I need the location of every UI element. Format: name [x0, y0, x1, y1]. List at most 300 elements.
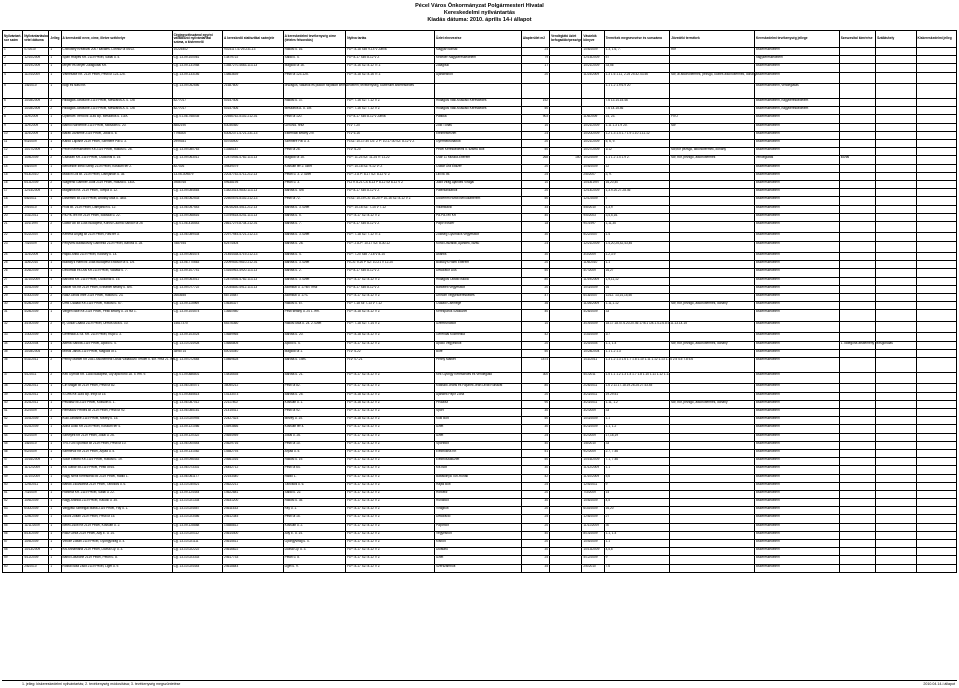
table-cell [876, 384, 916, 392]
table-cell [916, 400, 957, 408]
table-cell: 4/8/2009 [23, 164, 49, 172]
column-header: Alapterület m2 [521, 31, 549, 48]
table-cell [550, 123, 582, 131]
table-cell: 10/13/2009 [23, 548, 49, 556]
table-cell [839, 189, 875, 197]
table-cell [839, 372, 875, 384]
table-cell: Bárkeleti Vegyesbolt [435, 285, 522, 293]
table-cell: kiskereskedelem [755, 233, 840, 241]
table-cell: Kossuth u. 1. [283, 400, 346, 408]
table-cell: 2 [49, 99, 61, 107]
table-cell: Solar Elektro Kft 2119 Pécel, Rákosi u. 19. [61, 458, 172, 466]
table-cell: 9/3/2009 [23, 140, 49, 148]
table-cell: kiskereskedelem [755, 515, 840, 523]
table-body [3, 48, 957, 573]
table-cell [839, 400, 875, 408]
table-cell: Divatáru [435, 548, 522, 556]
table-cell: 22427423 [223, 417, 284, 425]
table-cell: 11/10/2009 [23, 277, 49, 285]
table-cell: 34 [3, 341, 23, 349]
table-cell: Kelleder Nagykereskedelem [435, 56, 522, 64]
column-header: Nyilvántartásba vétel dátuma [23, 31, 49, 48]
table-cell: 60 [3, 564, 23, 572]
table-cell [550, 349, 582, 357]
table-cell [550, 56, 582, 64]
table-cell [670, 466, 755, 474]
table-cell: 33,56 [604, 64, 670, 72]
table-cell [550, 221, 582, 233]
table-cell: H-P: 8-17 SZ: 8-12 V Z [346, 441, 435, 449]
table-cell: 1 [49, 400, 61, 408]
column-header: A kereskedő statisztikai számjele [223, 31, 284, 48]
table-cell: 1 [49, 523, 61, 531]
table-cell: 4/1/2011 [582, 372, 604, 384]
table-cell: Horkeliz Kft. 2119 Pécel, Sallai u. 22. [61, 490, 172, 498]
table-row [3, 523, 957, 531]
table-cell: 2/9/2010 [23, 205, 49, 213]
table-cell: Baross u. 21. [283, 372, 346, 384]
table-cell [670, 507, 755, 515]
table-cell [876, 564, 916, 572]
table-cell [916, 392, 957, 400]
table-cell: Cg. 13-06-089434 [172, 233, 222, 241]
table-cell: Cg. 13-06-061177 [172, 474, 222, 482]
table-cell: 31 [3, 310, 23, 322]
table-cell: 44 [3, 433, 23, 441]
table-cell: Dekoratőr Dus [435, 269, 522, 277]
table-cell [916, 285, 957, 293]
table-cell: 63036460 [223, 123, 284, 131]
title-line-3: Kiadás dátuma: 2010. április 14-i állapot [427, 17, 532, 23]
table-cell: Baráti Józsefné 2119 Pécel, Jókai u. 6. [61, 131, 172, 139]
table-cell: 5, 6, 9. [604, 140, 670, 148]
table-cell [550, 84, 582, 99]
table-cell: 6 [3, 99, 23, 107]
table-cell: kiskereskedelem [755, 115, 840, 123]
table-cell [876, 48, 916, 56]
table-cell: Cg. 13-09-131082 [172, 449, 222, 457]
table-cell: 300 [521, 372, 549, 384]
table-cell: Baross u. 7. [283, 221, 346, 233]
table-cell [839, 213, 875, 221]
table-row [3, 409, 957, 417]
table-cell [876, 285, 916, 293]
table-cell [876, 140, 916, 148]
table-cell: 1 [49, 531, 61, 539]
table-cell: 4/28/2009 [23, 310, 49, 322]
column-header: Cégjegyzékszáma/ egyéni vállalkozói nyilvántartási száma, a kistermelő [172, 31, 222, 48]
table-cell: Ápolló u. 4. [283, 341, 346, 349]
table-row [3, 433, 957, 441]
table-cell: 1 [49, 441, 61, 449]
table-cell: 1.1 1.2 1.4 1.9 2. [604, 156, 670, 164]
table-cell: Ady E. u. 14. [283, 531, 346, 539]
table-cell: 1 [49, 205, 61, 213]
table-cell: 24 [521, 131, 549, 139]
table-cell: 11/9/2009 [23, 123, 49, 131]
table-cell [916, 548, 957, 556]
table-cell: H-P: 8-17 SZ: 8-12 V Z [346, 482, 435, 490]
table-cell: 1/8/2010 [582, 441, 604, 449]
table-cell: kiskereskedelem [755, 294, 840, 302]
table-cell [839, 302, 875, 310]
table-cell: Penny Market Kft 2351 Alsónémedi Ócsai Vállalkozó Terület 5. sor. Hrsz 21. em. [61, 357, 172, 372]
table-cell [550, 523, 582, 531]
table-cell: 1.3 1.6 1.11, 2.25 25.42.43.46 [604, 72, 670, 84]
table-cell [550, 425, 582, 433]
table-cell [916, 540, 957, 548]
table-cell: Altena Sarolta 2119 Pécel, Apolló u. 4. [61, 341, 172, 349]
table-row [3, 213, 957, 221]
table-cell [670, 433, 755, 441]
table-row [3, 84, 957, 99]
table-cell: 40 [521, 441, 549, 449]
table-cell: Kossuth tér 4. [283, 425, 346, 433]
table-cell [876, 310, 916, 322]
table-row [3, 164, 957, 172]
table-cell: Baross u. 28. [283, 241, 346, 253]
table-cell: kiskereskedelem [755, 425, 840, 433]
table-cell: Rákosi u. 37. [283, 99, 346, 107]
table-cell: kiskereskedelem [755, 372, 840, 384]
table-cell [550, 564, 582, 572]
table-cell: 9/5/2003 [582, 213, 604, 221]
table-cell [839, 310, 875, 322]
table-cell: 11 [3, 140, 23, 148]
table-cell [916, 441, 957, 449]
table-cell: 25 [521, 172, 549, 180]
table-cell: Hernadov Pentés Bt 2119 Pécel, Pesti út 92. [61, 409, 172, 417]
table-cell [550, 392, 582, 400]
page-footer [2, 680, 957, 686]
table-cell [916, 433, 957, 441]
table-cell: Üzlet [435, 425, 522, 433]
table-cell: H-P: Z A-P: 10-17 SZ: 8-30-12 [346, 241, 435, 253]
table-cell: 39839079 [223, 164, 284, 172]
table-cell: 10/3/2009 [23, 285, 49, 293]
table-cell: 3/19/2009 [23, 321, 49, 333]
table-cell: 1 [49, 341, 61, 349]
table-cell: 4/7/2009 [582, 269, 604, 277]
table-cell: Cg. 13-06-062533 [172, 197, 222, 205]
table-cell: Baross u. 3. üzlet [283, 205, 346, 213]
table-cell [876, 392, 916, 400]
table-cell: 4/2/2009 [582, 433, 604, 441]
table-cell: 18 [3, 197, 23, 205]
table-cell: 4/28/2009 [582, 310, 604, 322]
table-cell: H-P: 8-18 SZ: 8-12 V Z [346, 400, 435, 408]
table-cell [916, 523, 957, 531]
table-cell [876, 466, 916, 474]
table-cell: Villamkácsi [435, 205, 522, 213]
table-cell: 90 [521, 400, 549, 408]
table-cell: 48 [3, 466, 23, 474]
table-cell: 16 [604, 285, 670, 293]
table-cell: 65376360 [223, 321, 284, 333]
table-cell: sör,bor pezsgő, alkoholtermék, dohány [670, 148, 755, 156]
table-cell: 7887934 [172, 241, 222, 253]
table-cell [839, 409, 875, 417]
table-cell: 6/18/2007 [582, 294, 604, 302]
table-cell [916, 213, 957, 221]
table-cell [876, 531, 916, 539]
table-cell: Baross u. 4. [283, 253, 346, 261]
table-cell: 40 [521, 310, 549, 322]
table-cell: köztal [839, 156, 875, 164]
table-cell: H-P: 8-17 SZ: 8-12 V Z [346, 564, 435, 572]
table-cell: 38 [3, 384, 23, 392]
table-cell: 57 [3, 540, 23, 548]
table-cell: 16,27 [604, 269, 670, 277]
table-cell: 11/4/2009 [23, 253, 49, 261]
table-cell: 10/1/1997 [23, 221, 49, 233]
table-cell: kiskereskedelem, vendéglátás [755, 84, 840, 99]
table-cell: Szűcs Zoltán 2119 Pécel, Pesti út 15. [61, 515, 172, 523]
column-header: Termékek megnevezése és sorszáma [604, 31, 670, 48]
table-cell: 4,5,6 [604, 548, 670, 556]
table-cell: 12874936-4782-113-13 [223, 277, 284, 285]
table-cell: 9 [604, 482, 670, 490]
table-cell: Baross u. 3. üzlet [283, 277, 346, 285]
table-cell: 22037752-4711-212-13 [223, 172, 284, 180]
table-cell: 50706900 [223, 140, 284, 148]
table-cell [876, 400, 916, 408]
table-cell [839, 433, 875, 441]
table-cell: 21464438-4719-212-13 [223, 253, 284, 261]
table-cell: 1 [49, 474, 61, 482]
table-cell [916, 164, 957, 172]
table-cell: 1 [49, 425, 61, 433]
table-cell [550, 531, 582, 539]
table-cell [670, 107, 755, 115]
table-cell: Üzlet [435, 433, 522, 441]
table-row [3, 180, 957, 188]
table-cell: Cg. 13-06-085161 [172, 409, 222, 417]
table-cell: H-P: 8-18 SZ: 8-12 V Z [346, 333, 435, 341]
table-cell: 28016264-4511-212-13 [223, 205, 284, 213]
table-cell [916, 341, 957, 349]
table-cell: 10/2/2009 [582, 156, 604, 164]
table-cell [916, 564, 957, 572]
table-cell [550, 384, 582, 392]
table-cell: 10/28/2009 [23, 107, 49, 115]
table-cell: 25 [3, 261, 23, 269]
table-cell: 1 [49, 515, 61, 523]
table-cell: 1 [49, 449, 61, 457]
table-cell: 12035830-4912-113-13 [223, 285, 284, 293]
table-cell: H-P: 8-16 SZ: 8-12 V: Z [346, 64, 435, 72]
table-cell: kiskereskedelem [755, 433, 840, 441]
table-cell: vendéglátás [755, 156, 840, 164]
table-cell: 10 [3, 131, 23, 139]
table-cell: H-P 8-17 Szo 8-12 V Z [346, 221, 435, 233]
table-cell [550, 548, 582, 556]
table-cell [550, 417, 582, 425]
table-cell: 59 [3, 556, 23, 564]
table-cell: 12/8/2009 [23, 515, 49, 523]
table-cell [435, 84, 522, 99]
table-row [3, 441, 957, 449]
table-cell: Penny Market [435, 357, 522, 372]
table-cell: 1 [49, 499, 61, 507]
table-cell: Papírbolt [435, 523, 522, 531]
table-cell [550, 180, 582, 188]
table-cell: 4/6/2011 [23, 197, 49, 205]
table-cell [916, 148, 957, 156]
table-cell: 1.11 1.3 1.9 20. [604, 123, 670, 131]
table-cell: 12/5/2011 [582, 482, 604, 490]
table-cell: H-P: 8-17 SZ: 8-12 V Z [346, 294, 435, 302]
table-cell [670, 197, 755, 205]
table-cell: 1,9,11,12 [604, 277, 670, 285]
table-cell: 1 [49, 482, 61, 490]
table-cell [916, 556, 957, 564]
table-cell: Cg. 13-09-121066 [172, 425, 222, 433]
table-cell: Patikka [435, 115, 522, 123]
table-cell: 3898714 [172, 349, 222, 357]
table-cell: 33 [604, 409, 670, 417]
table-cell [876, 213, 916, 221]
table-cell: Pa-Pa-Tex Kft [435, 213, 522, 221]
table-cell: 16,20,40 [604, 180, 670, 188]
table-cell: 10/20/2009 [582, 131, 604, 139]
table-cell: 24612345 [223, 515, 284, 523]
table-cell: Pesti út 82. [283, 384, 346, 392]
table-cell: Dzsemmi Bt 2119 Pécel, Ahossy utca u. 38/A [61, 197, 172, 205]
table-cell [839, 425, 875, 433]
table-cell: 21 [3, 221, 23, 233]
table-cell: kiskereskedelem [755, 499, 840, 507]
table-cell: 30 [521, 548, 549, 556]
table-cell: Filus Bt. 2119 Pécel, Damjanich u. 12. [61, 205, 172, 213]
table-cell: Sallai u. 4. [283, 56, 346, 64]
table-cell: Kis Bolt [435, 466, 522, 474]
table-cell: kiskereskedelem, nagykereskedelem [755, 107, 840, 115]
table-cell [876, 490, 916, 498]
table-cell [876, 123, 916, 131]
table-cell: 3 [3, 64, 23, 72]
table-cell: 1,3.9.20.27.28.46 [604, 189, 670, 197]
table-cell: H-P: 11-23 SZ: 11-24 V: 11-22 [346, 156, 435, 164]
table-cell: 1.6 2.11.17.18.19.26.25.27.43.45 [604, 384, 670, 392]
table-cell: 2 [49, 302, 61, 310]
table-cell: Álomkúti u. 17/B/7 hrsz [283, 285, 346, 293]
table-cell [916, 294, 957, 302]
table-cell: 3/2/2009 [23, 409, 49, 417]
table-cell: 14863639 [223, 72, 284, 84]
table-cell: 14636327 [223, 302, 284, 310]
table-row [3, 285, 957, 293]
table-cell: Barcleid Kft. 2119 Pécel, Csokonai u. 15. [61, 277, 172, 285]
table-cell: Fenyvesi Balaskovity Gabriella 2119 Pécel, Baross u. 28. [61, 241, 172, 253]
table-cell: 35 [521, 564, 549, 572]
table-cell: Hildaglos Járvaone 2119 Pécel, Mészáros A. u. 1/B [61, 107, 172, 115]
table-cell: 12/10/2009 [23, 56, 49, 64]
table-cell: kiskereskedelem [755, 474, 840, 482]
table-cell: Cg. 01-09-845614 [172, 392, 222, 400]
table-cell [550, 233, 582, 241]
table-cell: Pesti út 26. [283, 148, 346, 156]
table-cell: 30 [604, 523, 670, 531]
table-cell: 25 [521, 556, 549, 564]
title-line-1: Pécel Város Önkormányzat Polgármesteri Hivatal [415, 3, 544, 9]
table-row [3, 482, 957, 490]
table-cell: 10/27/2009 [23, 148, 49, 156]
table-cell: Ciri Magár Bt 2119 Pécel, Pesti út 82. [61, 384, 172, 392]
table-cell: H-V: 07-21 [346, 357, 435, 372]
table-cell: H-P: 8-17 SZ: 8-12 V Z [346, 548, 435, 556]
table-cell: 1 [49, 213, 61, 221]
table-cell [839, 241, 875, 253]
table-cell: kiskereskedelem, nagykereskedelem [755, 99, 840, 107]
table-cell: 1 [49, 189, 61, 197]
table-cell: 8277017 [172, 107, 222, 115]
table-cell: H-P: 8-18 Szo 9-14 V Zárva [346, 48, 435, 56]
table-row [3, 302, 957, 310]
table-cell: 7796300 [172, 131, 222, 139]
table-row [3, 449, 957, 457]
table-cell: Rákosi u. 19. [283, 458, 346, 466]
table-cell: H-P: 8-17 SZ: 8-12 V Z [346, 449, 435, 457]
table-cell [876, 515, 916, 523]
table-row [3, 277, 957, 285]
table-cell: 22 [3, 233, 23, 241]
table-cell: kiskereskedelem [755, 531, 840, 539]
table-cell [876, 417, 916, 425]
table-cell: Kék Gyrnoit Kft. 1188 Budapest, Öly apai fonó 18. II. em. 9. [61, 372, 172, 384]
table-cell [550, 294, 582, 302]
table-row [3, 515, 957, 523]
table-cell [839, 115, 875, 123]
table-row [3, 400, 957, 408]
table-cell: 50 [521, 349, 549, 357]
table-cell [839, 449, 875, 457]
table-cell: H-P: 8-17 SZ: 8-12 V Z [346, 372, 435, 384]
table-cell [876, 449, 916, 457]
table-cell: 20 [521, 507, 549, 515]
table-cell [876, 548, 916, 556]
table-cell: 10225402 [172, 48, 222, 56]
table-row [3, 233, 957, 241]
table-cell: 10/3/2009 [582, 417, 604, 425]
table-cell: 30 [521, 499, 549, 507]
table-cell [839, 499, 875, 507]
table-cell: H-P: 8-17 SZ: 8-12 V Z [346, 556, 435, 564]
table-cell: 5/22/2007 [23, 233, 49, 241]
table-cell [670, 56, 755, 64]
table-cell: 2/6/2010 [23, 564, 49, 572]
table-cell: 1 [49, 564, 61, 572]
table-cell [839, 221, 875, 233]
table-cell: Klasszik Jeans és Fajúnék Jean Divat Ruházat [435, 384, 522, 392]
table-cell: 10/16/2009 [582, 458, 604, 466]
table-cell: kiskereskedelem [755, 269, 840, 277]
table-cell [839, 466, 875, 474]
table-cell [876, 333, 916, 341]
table-cell: kiskereskedelem [755, 302, 840, 310]
table-cell: 2999351 [172, 140, 222, 148]
table-cell: H-P: 8-17 SZ: 8-12 V Z [346, 499, 435, 507]
table-cell: 1.1 1.2 1.3 [604, 349, 670, 357]
table-cell: 1.11,1.12 [604, 302, 670, 310]
table-cell: 4/12/2009 [23, 556, 49, 564]
table-cell: Cg. 13-06-057543 [172, 205, 222, 213]
table-cell [839, 180, 875, 188]
table-cell [839, 384, 875, 392]
table-cell [876, 474, 916, 482]
table-cell: H-P: 8-17 SZ: 8-12 V Z [346, 490, 435, 498]
table-cell [670, 84, 755, 99]
